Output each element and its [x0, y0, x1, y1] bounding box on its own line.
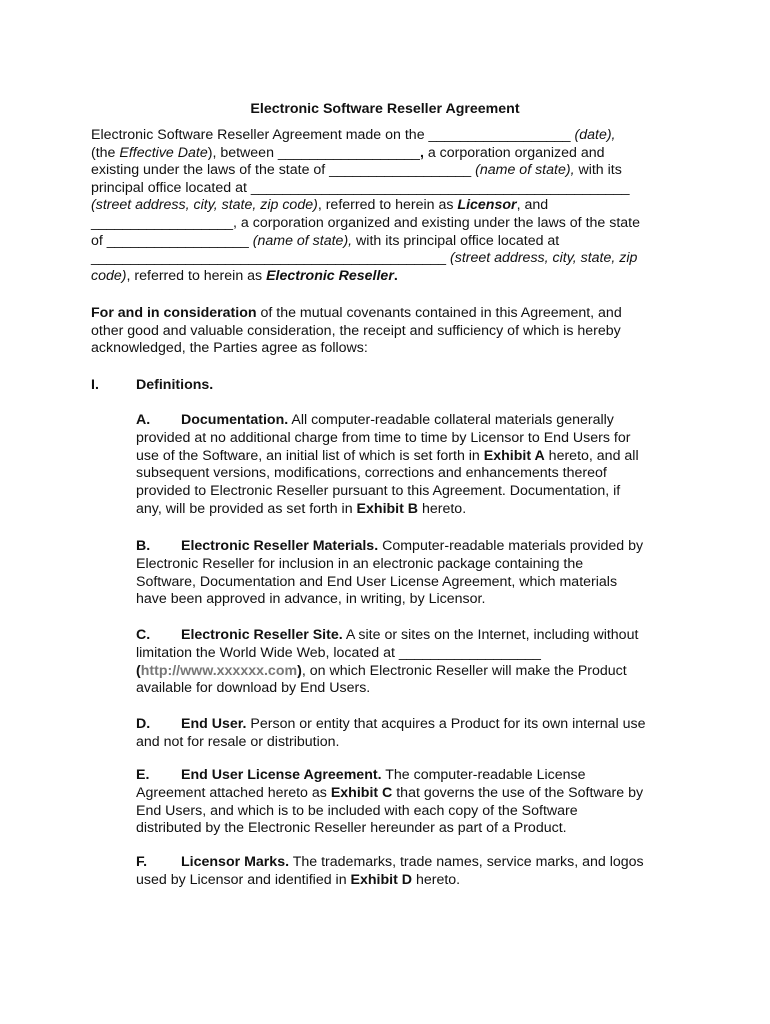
text-run: (name of state),: [475, 162, 575, 179]
definition-term: Electronic Reseller Materials.: [181, 538, 379, 554]
consideration-line: acknowledged, the Parties agree as follows:: [91, 340, 368, 357]
text-run: Licensor: [457, 197, 517, 214]
text-run: (street address, city, state, zip: [450, 250, 638, 267]
definition-line: [136, 716, 681, 734]
text-run: , referred to herein as: [126, 267, 267, 284]
definition-line: [136, 627, 681, 645]
definition-term: Electronic Reseller Site.: [181, 627, 343, 643]
definition-line: [136, 448, 681, 466]
text-run: Effective Date: [119, 144, 208, 161]
text-run: with its principal office located at: [352, 232, 560, 249]
definition-line: provided to Electronic Reseller pursuant to this Agreement. Documentation, if: [136, 483, 621, 500]
text-run: use of the Software, an initial list of which is set forth in: [136, 447, 484, 464]
text-run: of __________________: [91, 232, 253, 249]
definition-line: have been approved in advance, in writing, by Licensor.: [136, 591, 486, 608]
text-run: Agreement attached hereto as: [136, 784, 331, 801]
text-run: with its: [574, 162, 622, 179]
text-run: , on which Electronic Reseller will make the Product: [301, 662, 627, 679]
text-run: (name of state),: [252, 232, 353, 249]
text-run: .: [393, 267, 398, 284]
definition-line: limitation the World Wide Web, located at __________________: [136, 644, 541, 661]
definition-letter: A.: [136, 412, 151, 428]
definition-line: [136, 412, 681, 430]
text-run: code): [91, 267, 127, 284]
section-heading: [91, 377, 213, 393]
text-run: hereto.: [412, 871, 461, 888]
text-run: (date),: [574, 127, 616, 143]
intro-line: [91, 197, 691, 215]
text-run: (the: [91, 144, 120, 161]
text-run: hereto, and all: [544, 447, 639, 464]
text-run: , and: [516, 197, 549, 214]
definition-letter: B.: [136, 538, 151, 554]
definition-term: Documentation.: [181, 412, 289, 428]
intro-paragraph: [91, 127, 691, 285]
text-run: that governs the use of the Software by: [392, 784, 644, 801]
intro-line: [91, 145, 691, 163]
definition-term: End User.: [181, 716, 247, 732]
section-title: Definitions.: [136, 377, 214, 393]
definition-line: [136, 663, 681, 681]
definition-line: provided at no additional charge from time to time by Licensor to End Users for: [136, 429, 631, 446]
definition-line: [136, 854, 681, 872]
definition-end-user: [136, 716, 681, 752]
definition-letter: F.: [136, 854, 148, 870]
definition-line: and not for resale or distribution.: [136, 733, 340, 750]
intro-line: [91, 233, 691, 251]
exhibit-reference: Exhibit D: [350, 871, 413, 888]
definition-line: [136, 501, 681, 519]
definition-line: [136, 785, 681, 803]
text-run: Electronic Reseller: [266, 267, 394, 284]
text-run: , referred to herein as: [317, 197, 458, 214]
text-run: Computer-readable materials provided by: [378, 538, 644, 554]
definition-term: Licensor Marks.: [181, 854, 290, 870]
text-run: The computer-readable License: [381, 767, 586, 783]
definition-reseller-site: [136, 627, 681, 698]
definition-line: [136, 872, 681, 890]
consideration-paragraph: [91, 305, 691, 358]
definition-letter: E.: [136, 767, 150, 783]
definition-line: Software, Documentation and End User License Agreement, which materials: [136, 573, 618, 590]
definition-reseller-materials: [136, 538, 681, 609]
text-run: _____________________________________________: [91, 250, 451, 267]
text-run: Person or entity that acquires a Product for its own internal use: [246, 716, 646, 732]
consideration-line: [91, 305, 691, 323]
text-run: (street address, city, state, zip code): [91, 197, 318, 214]
text-run: ,: [419, 144, 424, 161]
intro-line: [91, 127, 691, 145]
text-run: ): [297, 662, 302, 679]
document-title: Electronic Software Reseller Agreement: [250, 101, 520, 117]
intro-line: [91, 250, 691, 268]
intro-line: [91, 268, 691, 286]
intro-line: principal office located at ________________________________________________: [91, 179, 630, 196]
definition-letter: C.: [136, 627, 151, 643]
text-run: A site or sites on the Internet, including without: [342, 627, 639, 643]
definition-line: distributed by the Electronic Reseller hereunder as part of a Product.: [136, 820, 567, 837]
text-run: used by Licensor and identified in: [136, 871, 351, 888]
consideration-line: other good and valuable consideration, the receipt and sufficiency of which is hereby: [91, 322, 621, 339]
exhibit-reference: Exhibit B: [356, 500, 419, 517]
text-run: a corporation organized and: [423, 144, 605, 161]
definition-term: End User License Agreement.: [181, 767, 382, 783]
text-run: The trademarks, trade names, service marks, and logos: [289, 854, 644, 870]
definition-line: available for download by End Users.: [136, 680, 371, 697]
definition-line: End Users, and which is to be included with each copy of the Software: [136, 802, 578, 819]
text-run: Electronic Software Reseller Agreement made on the __________________: [91, 127, 575, 143]
text-run: ), between __________________: [207, 144, 420, 161]
text-run: (: [136, 662, 141, 679]
text-run: any, will be provided as set forth in: [136, 500, 357, 517]
definition-letter: D.: [136, 716, 151, 732]
text-run: All computer-readable collateral materials generally: [288, 412, 614, 428]
text-run: hereto.: [418, 500, 467, 517]
exhibit-reference: Exhibit C: [330, 784, 393, 801]
intro-line: [91, 162, 691, 180]
website-link[interactable]: http://www.xxxxxx.com: [140, 662, 298, 679]
definition-licensor-marks: [136, 854, 681, 890]
definition-line: Electronic Reseller for inclusion in an electronic package containing the: [136, 555, 584, 572]
definition-eula: [136, 767, 681, 838]
text-run: of the mutual covenants contained in this Agreement, and: [256, 305, 622, 321]
text-run: existing under the laws of the state of __________________: [91, 162, 476, 179]
text-run: For and in consideration: [91, 305, 257, 321]
exhibit-reference: Exhibit A: [483, 447, 545, 464]
section-number: I.: [91, 377, 99, 393]
definition-line: [136, 538, 681, 556]
definition-line: subsequent versions, modifications, corrections and enhancements thereof: [136, 465, 607, 482]
definition-line: [136, 767, 681, 785]
definition-documentation: [136, 412, 681, 519]
intro-line: __________________, a corporation organized and existing under the laws of the state: [91, 214, 640, 231]
